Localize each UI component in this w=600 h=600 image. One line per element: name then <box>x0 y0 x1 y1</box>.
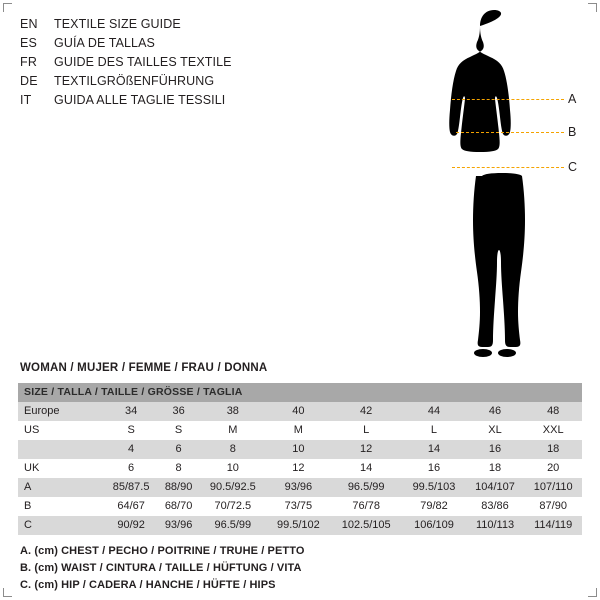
cell: 104/107 <box>466 478 525 497</box>
cell: 70/72.5 <box>199 497 267 516</box>
cell: 4 <box>104 440 158 459</box>
language-code-fr: FR <box>20 55 38 69</box>
note-hip: C. (cm) HIP / CADERA / HANCHE / HÜFTE / HIPS <box>20 579 276 591</box>
cell: 16 <box>402 459 465 478</box>
cell: S <box>158 421 199 440</box>
cell: 46 <box>466 402 525 421</box>
cell: 14 <box>330 459 402 478</box>
table-row <box>18 421 582 440</box>
title-row-it <box>20 93 350 112</box>
cell: 96.5/99 <box>199 516 267 535</box>
cell: 76/78 <box>330 497 402 516</box>
cell: 90/92 <box>104 516 158 535</box>
table-row <box>18 459 582 478</box>
cell: 114/119 <box>524 516 582 535</box>
title-block <box>20 17 350 112</box>
title-text-en: TEXTILE SIZE GUIDE <box>54 17 181 31</box>
cell: 10 <box>199 459 267 478</box>
cell: 34 <box>104 402 158 421</box>
measurement-notes <box>20 543 305 594</box>
cell: 88/90 <box>158 478 199 497</box>
title-text-es: GUÍA DE TALLAS <box>54 36 155 50</box>
title-row-de <box>20 74 350 93</box>
cell: 90.5/92.5 <box>199 478 267 497</box>
language-code-de: DE <box>20 74 38 88</box>
note-chest: A. (cm) CHEST / PECHO / POITRINE / TRUHE / PETTO <box>20 545 305 557</box>
cell: 73/75 <box>267 497 330 516</box>
title-text-de: TEXTILGRÖßENFÜHRUNG <box>54 74 215 88</box>
cell: 85/87.5 <box>104 478 158 497</box>
woman-group-label: WOMAN / MUJER / FEMME / FRAU / DONNA <box>20 362 268 374</box>
cell: S <box>104 421 158 440</box>
cell: 12 <box>330 440 402 459</box>
size-table <box>18 383 582 535</box>
cell: 99.5/103 <box>402 478 465 497</box>
measure-line-waist <box>456 132 564 133</box>
row-label: US <box>18 421 104 440</box>
row-label: B <box>18 497 104 516</box>
corner-mark-top-left <box>3 3 12 12</box>
table-row <box>18 440 582 459</box>
table-header-label: SIZE / TALLA / TAILLE / GRÖSSE / TAGLIA <box>18 383 582 402</box>
row-label: A <box>18 478 104 497</box>
cell: 102.5/105 <box>330 516 402 535</box>
measure-label-c: C <box>568 160 578 174</box>
title-text-it: GUIDA ALLE TAGLIE TESSILI <box>54 93 226 107</box>
table-row <box>18 516 582 535</box>
cell: 40 <box>267 402 330 421</box>
table-row <box>18 497 582 516</box>
cell: 64/67 <box>104 497 158 516</box>
cell: 110/113 <box>466 516 525 535</box>
cell: 87/90 <box>524 497 582 516</box>
cell: 18 <box>524 440 582 459</box>
cell: 83/86 <box>466 497 525 516</box>
note-waist: B. (cm) WAIST / CINTURA / TAILLE / HÜFTUNG / VITA <box>20 562 302 574</box>
female-silhouette-icon <box>430 8 560 368</box>
table-row <box>18 478 582 497</box>
cell: L <box>330 421 402 440</box>
cell: XL <box>466 421 525 440</box>
cell: 10 <box>267 440 330 459</box>
measure-label-a: A <box>568 92 577 106</box>
female-body-figure <box>430 8 578 368</box>
cell: M <box>267 421 330 440</box>
measure-line-chest <box>452 99 564 100</box>
row-label: C <box>18 516 104 535</box>
table-header-row <box>18 383 582 402</box>
cell: 99.5/102 <box>267 516 330 535</box>
cell: XXL <box>524 421 582 440</box>
row-label: UK <box>18 459 104 478</box>
cell: 38 <box>199 402 267 421</box>
cell: 48 <box>524 402 582 421</box>
cell: 6 <box>158 440 199 459</box>
cell: 36 <box>158 402 199 421</box>
cell: 14 <box>402 440 465 459</box>
cell: 18 <box>466 459 525 478</box>
cell: 8 <box>199 440 267 459</box>
cell: 42 <box>330 402 402 421</box>
cell: 106/109 <box>402 516 465 535</box>
cell: 6 <box>104 459 158 478</box>
cell: L <box>402 421 465 440</box>
table-row <box>18 402 582 421</box>
corner-mark-bottom-right <box>588 588 597 597</box>
title-row-es <box>20 36 350 55</box>
cell: 96.5/99 <box>330 478 402 497</box>
cell: 68/70 <box>158 497 199 516</box>
cell: 44 <box>402 402 465 421</box>
title-row-en <box>20 17 350 36</box>
measure-line-hip <box>452 167 564 168</box>
cell: M <box>199 421 267 440</box>
title-text-fr: GUIDE DES TAILLES TEXTILE <box>54 55 232 69</box>
cell: 12 <box>267 459 330 478</box>
language-code-en: EN <box>20 17 38 31</box>
row-label: Europe <box>18 402 104 421</box>
cell: 93/96 <box>267 478 330 497</box>
cell: 79/82 <box>402 497 465 516</box>
cell: 20 <box>524 459 582 478</box>
cell: 16 <box>466 440 525 459</box>
row-label <box>18 440 104 459</box>
language-code-es: ES <box>20 36 38 50</box>
cell: 8 <box>158 459 199 478</box>
corner-mark-top-right <box>588 3 597 12</box>
cell: 107/110 <box>524 478 582 497</box>
cell: 93/96 <box>158 516 199 535</box>
title-row-fr <box>20 55 350 74</box>
measure-label-b: B <box>568 125 577 139</box>
corner-mark-bottom-left <box>3 588 12 597</box>
language-code-it: IT <box>20 93 32 107</box>
